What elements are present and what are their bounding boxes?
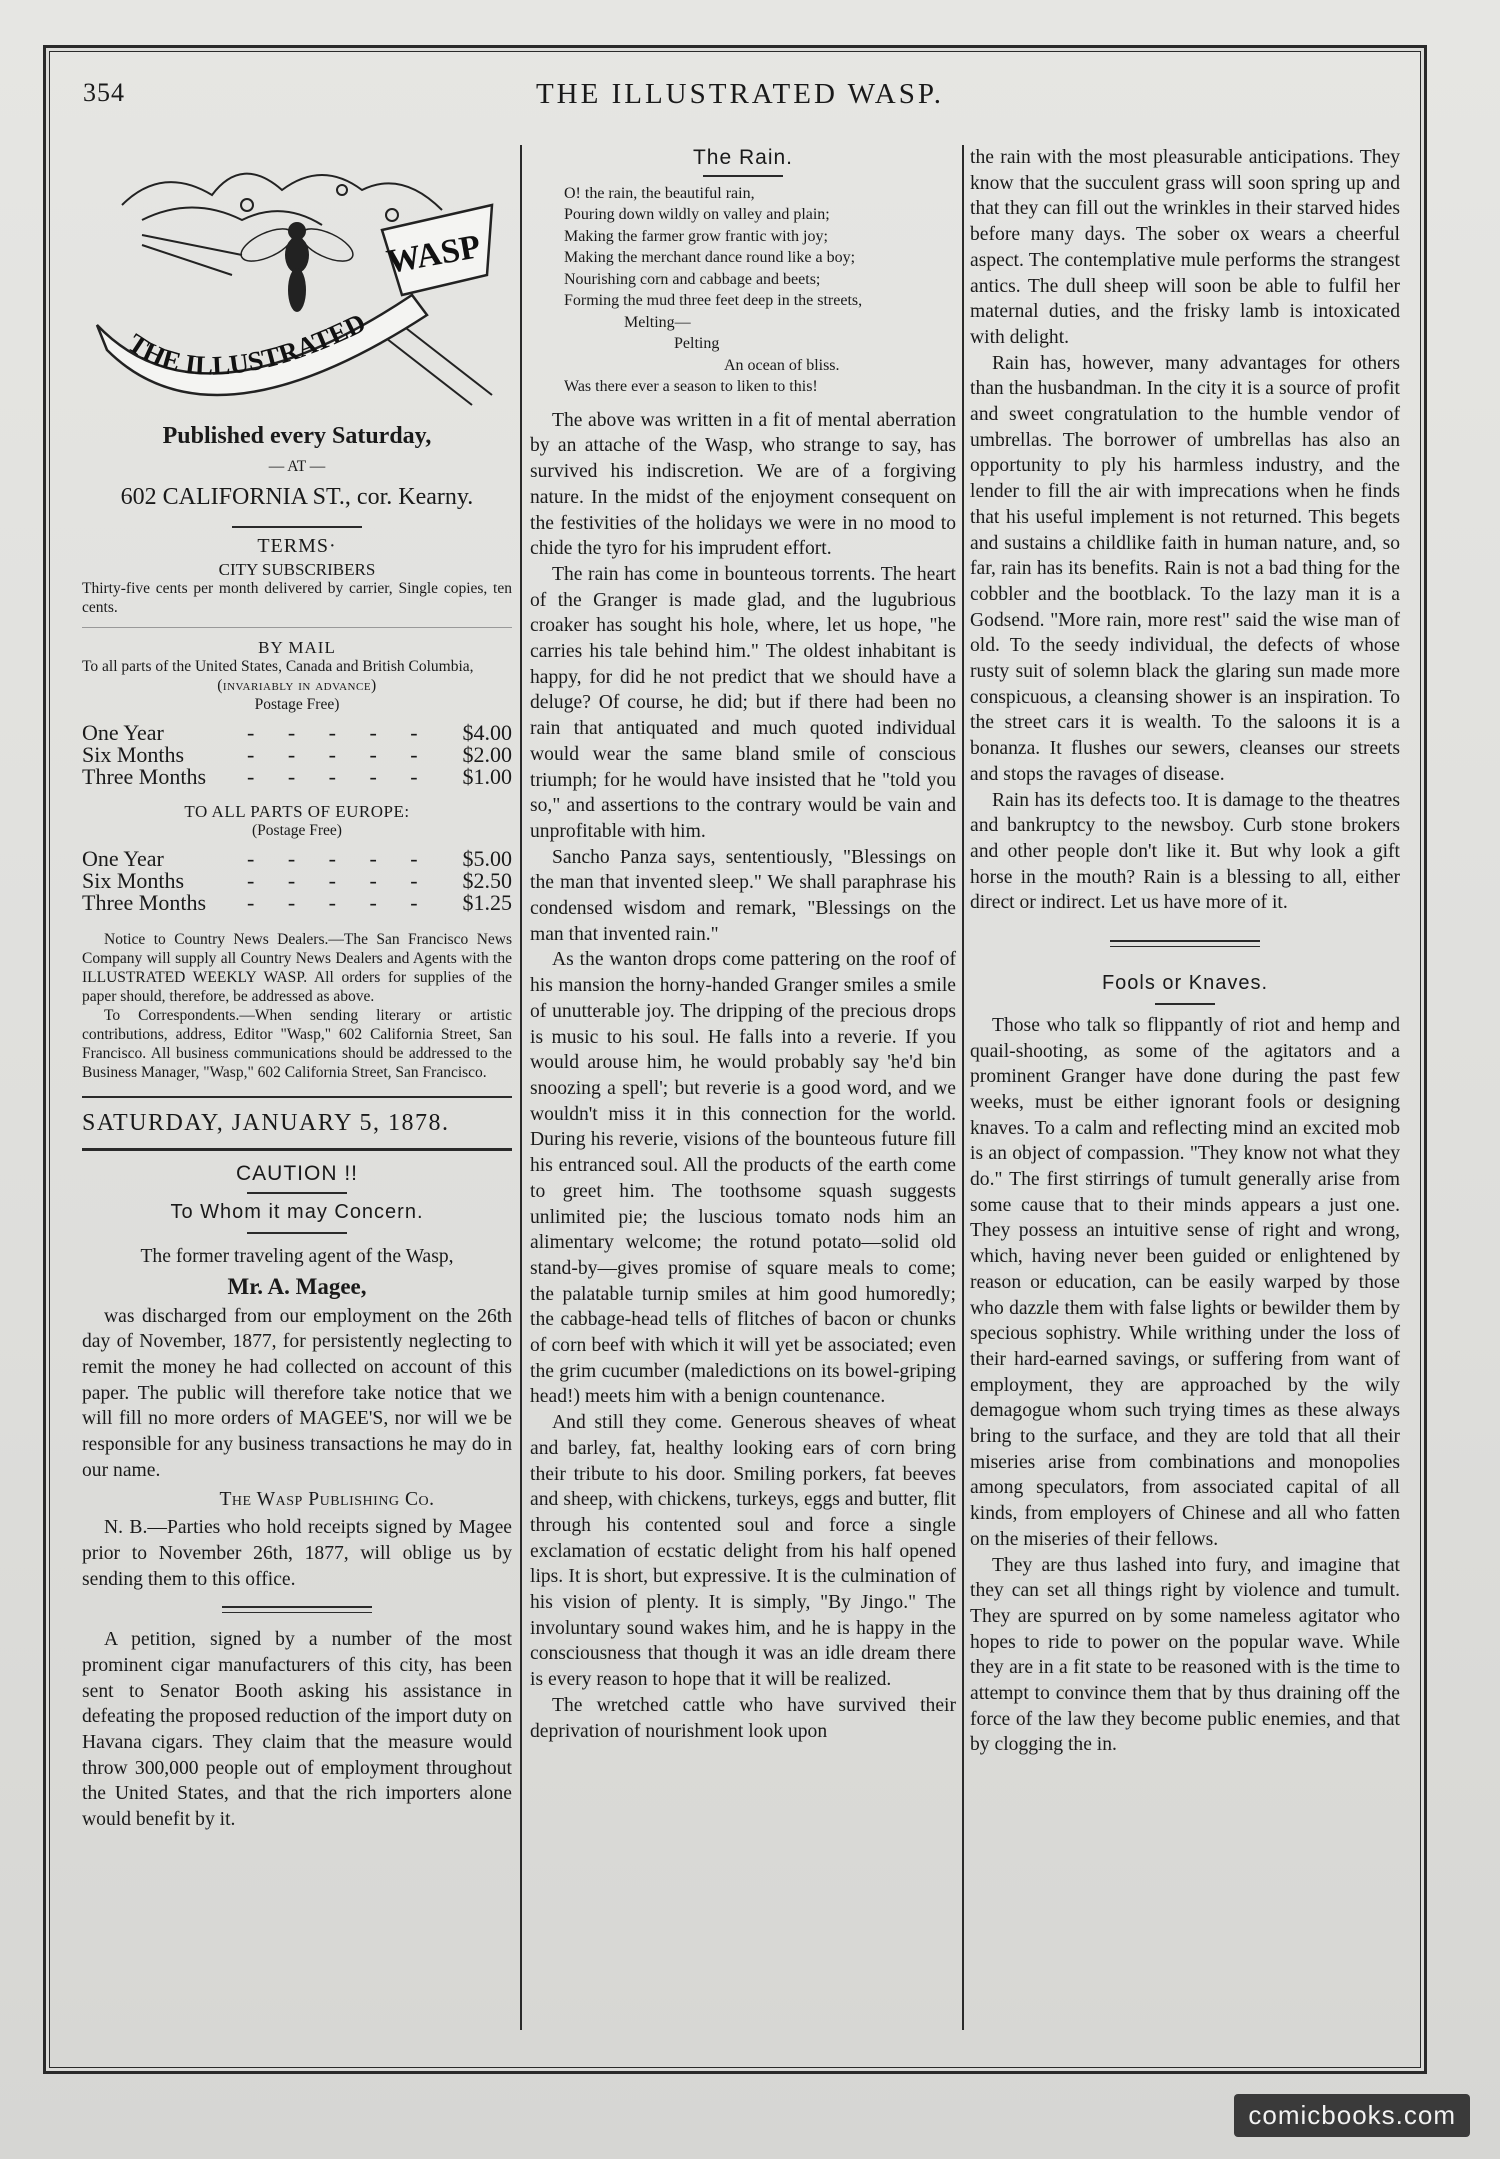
rain-poem — [530, 183, 956, 398]
poem-line: Pouring down wildly on valley and plain; — [564, 206, 830, 224]
notice-news-dealers: Notice to Country News Dealers.—The San Francisco News Company will supply all Country News Dealers and Agents with the ILLUSTRATED WEEKLY WASP. All orders for supplies of the paper should, therefore, be addressed as above. — [82, 930, 512, 1005]
by-mail-text: To all parts of the United States, Canada and British Columbia, — [82, 657, 474, 675]
poem-line: Pelting — [674, 335, 720, 353]
wasp-logo — [82, 145, 512, 415]
postage-note-us: Postage Free) — [254, 695, 340, 713]
published-notice: Published every Saturday, — [162, 423, 432, 449]
fools-paragraph: They are thus lashed into fury, and imagine that they can set all things right by violence and tumult. They are spurred on by some nameless agitator who hopes to ride to power on the popular wave. While they are in a fit state to be reasoned with is the time to attempt to convince them that by thus draining off the force of the law they become public enemies, and that by clogging the in. — [970, 1554, 1400, 1756]
column-left — [82, 145, 512, 1833]
rain-paragraph: Sancho Panza says, sententiously, "Blessings on the man that invented sleep." We shall paraphrase his condensed wisdom and remark, "Blessings on the man that invented rain." — [530, 846, 956, 945]
caution-subtitle: To Whom it may Concern. — [170, 1201, 424, 1224]
rain-continued: Rain has its defects too. It is damage to the theatres and bankruptcy to the newsboy. Curb stone brokers and other people don't like it. But why look a gift horse in the mouth? Rain is a blessing to all, either direct or indirect. Let us have more of it. — [970, 789, 1400, 914]
caution-intro: The former traveling agent of the Wasp, — [140, 1246, 454, 1268]
poem-line: Was there ever a season to liken to this! — [564, 378, 818, 396]
poem-line: Making the farmer grow frantic with joy; — [564, 227, 828, 245]
rain-paragraph: The above was written in a fit of mental aberration by an attache of the Wasp, who strange to say, has survived his indiscretion. We are of a forgiving nature. In the midst of the enjoyment consequent on the festivities of the holidays we were in no mood to chide the tyro for his imprudent effort. — [530, 409, 956, 560]
rain-continued: the rain with the most pleasurable anticipations. They know that the succulent grass will soon spring up and that they can fill out the wrinkles in their starved hides before many days. The sober ox wears a cheerful aspect. The contemplative mule performs the strangest antics. The dull sheep will soon be able to fulfil her maternal duties, and the frisky lamb is intoxicated with delight. — [970, 147, 1400, 348]
europe-price-list — [82, 845, 512, 915]
terms-title: TERMS· — [257, 535, 337, 557]
city-subscribers-title: CITY SUBSCRIBERS — [218, 559, 376, 579]
column-middle — [530, 145, 956, 1744]
price-row: Three Months - - - - - $1.25 — [82, 889, 512, 915]
poem-line: Making the merchant dance round like a boy; — [564, 249, 856, 267]
page-number: 354 — [83, 78, 125, 107]
svg-text:THE ILLUSTRATED: THE ILLUSTRATED — [122, 307, 371, 381]
column-divider-2 — [962, 145, 964, 2030]
price-row: Six Months - - - - - $2.50 — [82, 867, 512, 893]
poem-line: Nourishing corn and cabbage and beets; — [564, 270, 821, 288]
office-address: 602 CALIFORNIA ST., cor. Kearny. — [120, 484, 474, 510]
europe-title: TO ALL PARTS OF EUROPE: — [184, 801, 410, 821]
price-row: One Year - - - - - $5.00 — [82, 845, 512, 871]
at-label: — AT — — [268, 458, 326, 475]
by-mail-title: BY MAIL — [258, 637, 336, 657]
petition-article: A petition, signed by a number of the most prominent cigar manufacturers of this city, has been sent to Senator Booth asking his assistance in defeating the proposed reduction of the import duty on Havana cigars. They claim that the measure would throw 300,000 people out of employment throughout the United States, and that the rich importers alone would benefit by it. — [82, 1629, 512, 1831]
rain-continued: Rain has, however, many advantages for others than the husbandman. In the city it is a source of profit and sweet congratulation to the humble vendor of umbrellas. The borrower of umbrellas has also an opportunity to ply his harmless industry, and the lender to fill the air with imprecations when he finds that his useful implement is not returned. This begets and sustains a childlike faith in human nature, and, so far, rain has its benefits. Rain is not a bad thing for the cobbler and the bootblack. To the lazy man it is a Godsend. "More rain, more rest" said the wise man of old. To the seedy individual, the defects of whose rusty suit of solemn black the glaring sun made more conspicuous, a cleansing shower is an inspiration. To the street cars it is wealth. To the saloons it is a bonanza. It flushes our sewers, cleanses our streets and stops the ravages of disease. — [970, 352, 1400, 785]
fools-title: Fools or Knaves. — [1101, 972, 1269, 995]
poem-line: O! the rain, the beautiful rain, — [564, 184, 755, 202]
rain-paragraph: As the wanton drops come pattering on the roof of his mansion the horny-handed Granger smiles a smile of unutterable joy. The dripping of the precious drops is music to his soul. He falls into a reverie. If you would arouse him, he would probably say 'he'd bin snoozing a spell'; but reverie is a good word, and we wouldn't miss it in this connection for the world. During his reverie, visions of the bounteous future fill his entranced soul. All the products of the earth come to greet him. The toothsome squash suggests unlimited pie; the luscious tomato nods him an alimentary welcome; the rotund potato—solid old stand-by—gives promise of square meals to come; the palatable turnip smiles at him good humoredly; the cabbage-head tells of flitches of bacon or chunks of corn beef with which it will yet be associated; even the grim cucumber (maledictions on its bowel-griping head!) meets him with a benign countenance. — [530, 949, 956, 1408]
column-divider-1 — [520, 145, 522, 2030]
rain-paragraph: And still they come. Generous sheaves of wheat and barley, fat, healthy looking ears of corn bring their tribute to his door. Smiling porkers, fat beeves and sheep, with chickens, turkeys, eggs and butter, flit through his contented soul and force a single exclamation of ecstatic delight from his half opened lips. It is short, but expressive. It is the culmination of his vision of plenty. It is simply, "By Jingo." The involuntary sound wakes him, and he is happy in the consciousness that though it was an idle dream there is every reason to hope that it will be realized. — [530, 1412, 956, 1691]
caution-name: Mr. A. Magee, — [227, 1273, 367, 1299]
fools-paragraph: Those who talk so flippantly of riot and hemp and quail-shooting, as some of the agitators and a prominent Granger have done during the past few weeks, must be either ignorant fools or designing knaves. To a calm and reflecting mind an excited mob is an object of compassion. "They know not what they do." The first stirrings of tumult generally arise from some cause that to their minds appears a just one. They possess an intuitive sense of right and wrong, which, having never been guided or enlightened by reason or education, can be easily warped by those who dazzle them with false lights or bewilder them by specious sophistry. While writhing under the loss of their hard-earned savings, or suffering from want of employment, they are approached by the wily demagogue whom such trying times as these always bring to the surface, and they are told that all their miseries arise from combinations and monopolies among speculators, from associated capital of all kinds, from employers of Chinese and all who fatten on the miseries of their fellows. — [970, 1014, 1400, 1550]
city-subscribers-text: Thirty-five cents per month delivered by carrier, Single copies, ten cents. — [82, 579, 512, 616]
caution-signature: The Wasp Publishing Co. — [219, 1489, 435, 1511]
advance-note: (invariably in advance) — [217, 676, 377, 694]
poem-line: An ocean of bliss. — [724, 356, 840, 374]
rain-paragraph: The rain has come in bounteous torrents. The heart of the Granger is made glad, and the lugubrious croaker has sought his hole, where, let us hope, "he carries his tale behind him." The oldest inhabitant is happy, for did he not predict that we should have a deluge? Of course, he did; but if there had been no rain that antiquated and much quoted individual would wear the same bland smile of conscious triumph; for he would have insisted that he "told you so," and assertions to the contrary would be vain and unprofitable with him. — [530, 563, 956, 842]
column-right — [970, 145, 1400, 1758]
price-row: Six Months - - - - - $2.00 — [82, 741, 512, 767]
rain-paragraph: The wretched cattle who have survived their deprivation of nourishment look upon — [530, 1694, 956, 1742]
rain-title: The Rain. — [692, 146, 794, 169]
svg-text:WASP: WASP — [383, 228, 484, 281]
postage-note-europe: (Postage Free) — [252, 821, 342, 839]
price-row: One Year - - - - - $4.00 — [82, 719, 512, 745]
caution-body: was discharged from our employment on the 26th day of November, 1877, for persistently neglecting to remit the money he had collected on account of this paper. The public will therefore take notice that we will fill no more orders of MAGEE'S, nor will we be responsible for any business transactions he may do in our name. — [82, 1305, 512, 1481]
poem-line: Melting— — [624, 313, 691, 331]
masthead-title: THE ILLUSTRATED WASP. — [535, 78, 945, 110]
price-row: Three Months - - - - - $1.00 — [82, 763, 512, 789]
caution-nb: N. B.—Parties who hold receipts signed by Magee prior to November 26th, 1877, will oblige us by sending them to this office. — [82, 1517, 512, 1590]
wasp-emblem-icon — [82, 145, 512, 415]
us-price-list — [82, 719, 512, 789]
notice-correspondents: To Correspondents.—When sending literary or artistic contributions, address, Editor "Wasp," 602 California Street, San Francisco. All business communications should be addressed to the Business Manager, "Wasp," 602 California Street, San Francisco. — [82, 1006, 512, 1081]
site-watermark: comicbooks.com — [1234, 2094, 1470, 2137]
issue-date: SATURDAY, JANUARY 5, 1878. — [82, 1109, 450, 1136]
poem-line: Forming the mud three feet deep in the streets, — [564, 292, 863, 310]
caution-title: CAUTION !! — [235, 1161, 358, 1185]
